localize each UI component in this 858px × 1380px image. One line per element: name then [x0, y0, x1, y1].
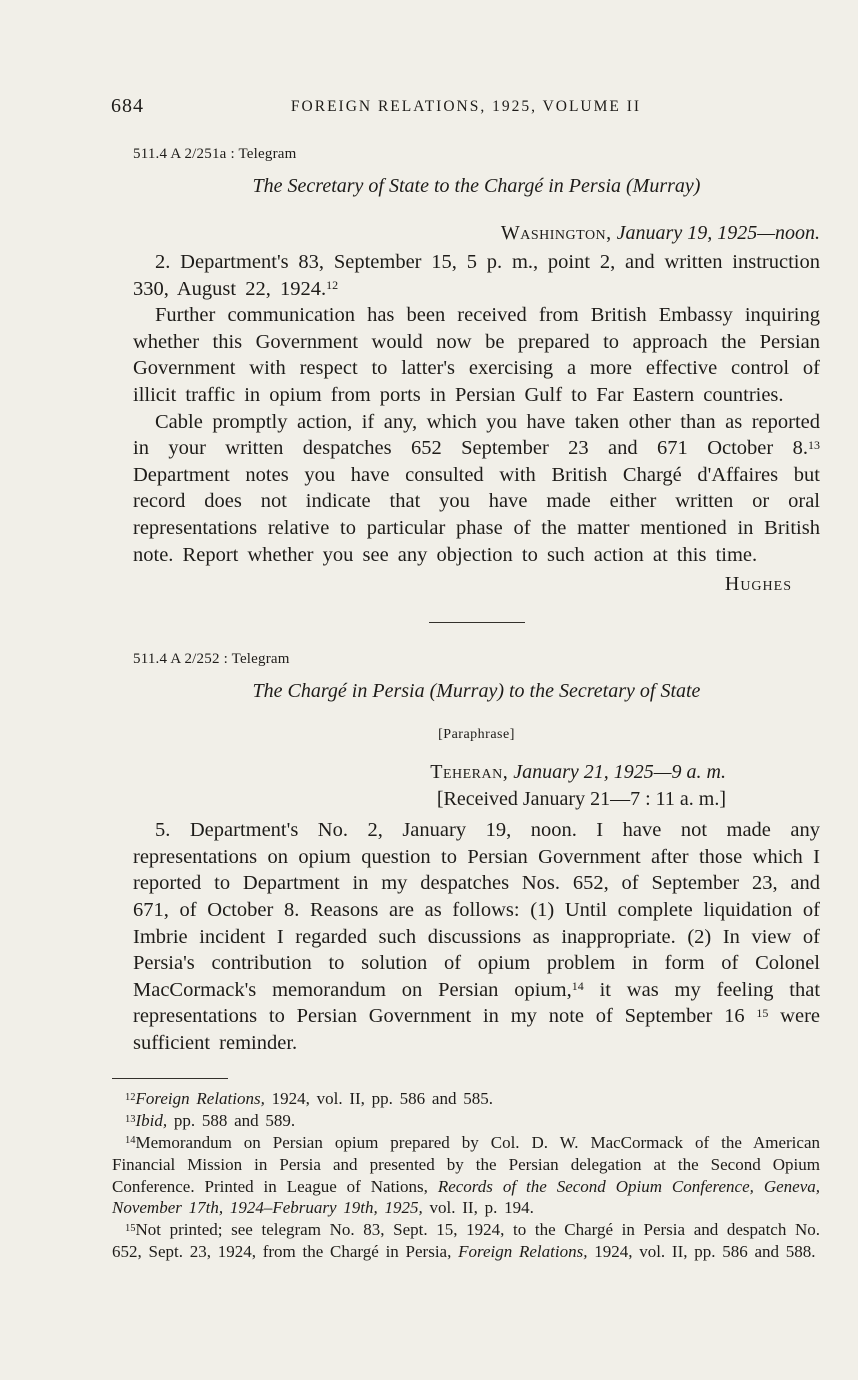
footnote-text: Ibid, — [135, 1111, 168, 1131]
footnote-ref-12: 12 — [326, 278, 339, 293]
paragraph-text: 2. Department's 83, September 15, 5 p. m., point 2, and written instruction 330, August 22, 1924. — [133, 251, 820, 300]
file-reference-1: 511.4 A 2/251a : Telegram — [133, 146, 297, 162]
document-telegram-2 — [133, 651, 820, 1056]
footnote-text: Memorandum on Persian opium prepared by Col. D. W. MacCormack of the American Financial Mission in Persia and presented by the Persian delegation at the Second Opium Conference. Printed in League of Nations, — [112, 1133, 820, 1196]
section-divider — [429, 622, 525, 623]
document-title-2: The Chargé in Persia (Murray) to the Secretary of State — [252, 680, 701, 703]
footnote-marker-15: 15 — [125, 1222, 136, 1234]
paragraph — [133, 249, 820, 302]
dateline-date-2: January 21, 1925—9 a. m. — [513, 761, 726, 784]
page-body — [133, 146, 820, 1056]
footnote-14 — [112, 1132, 820, 1219]
running-header-title: FOREIGN RELATIONS, 1925, VOLUME II — [290, 98, 642, 115]
footnote-rule — [112, 1078, 228, 1079]
file-reference-2: 511.4 A 2/252 : Telegram — [133, 651, 290, 668]
footnote-text: Foreign Relations, — [458, 1242, 588, 1262]
paragraph-text: were sufficient reminder. — [133, 1005, 821, 1054]
footnote-12 — [112, 1088, 820, 1110]
footnote-ref-14: 14 — [571, 979, 584, 994]
page-number: 684 — [111, 95, 144, 117]
dateline-2 — [133, 761, 726, 784]
footnote-text: Not printed; see telegram No. 83, Sept. 15, 1924, to the Chargé in Persia and despatch No. 652, Sept. 23, 1924, from the Chargé in Persia, — [112, 1220, 820, 1262]
footnote-marker-14: 14 — [125, 1135, 136, 1147]
footnote-text: 1924, vol. II, pp. 586 and 585. — [264, 1089, 493, 1109]
footnote-13 — [112, 1110, 820, 1132]
dateline-place-1: Washington, — [500, 222, 612, 244]
footnote-text: Records of the Second Opium Conference, Geneva, November 17th, 1924–February 19th, 1925, — [112, 1176, 820, 1218]
footnote-marker-12: 12 — [125, 1091, 136, 1103]
received-line: [Received January 21—7 : 11 a. m.] — [436, 788, 726, 811]
paragraph-text: Department notes you have consulted with British Chargé d'Affaires but record does not indicate that you have made either written or oral representations relative to particular phase of the matter mentioned in British note. Report whether you see any objection to such action at this time. — [133, 463, 820, 566]
footnotes-block — [112, 1078, 820, 1262]
paragraph-text: Cable promptly action, if any, which you have taken other than as reported in your written despatches 652 September 23 and 671 October 8. — [133, 410, 820, 460]
paragraph-text: it was my feeling that representations to Persian Government in my note of September 16 — [133, 978, 821, 1028]
footnote-text: 1924, vol. II, pp. 586 and 588. — [587, 1242, 816, 1262]
document-telegram-1 — [133, 146, 820, 596]
paragraph — [133, 817, 820, 1056]
footnote-ref-13: 13 — [808, 437, 820, 452]
paragraph — [133, 409, 820, 569]
footnote-text: pp. 588 and 589. — [167, 1111, 296, 1131]
running-header — [111, 95, 820, 117]
footnote-ref-15: 15 — [756, 1005, 769, 1020]
footnote-text: vol. II, p. 194. — [422, 1198, 534, 1218]
document-title-1: The Secretary of State to the Chargé in Persia (Murray) — [252, 175, 701, 197]
dateline-place-2: Teheran, — [430, 761, 509, 784]
signature-hughes: Hughes — [724, 573, 792, 596]
paragraph: Further communication has been received from British Embassy inquiring whether this Government would now be prepared to approach the Persian Government with respect to latter's exercising a more effective control of illicit traffic in opium from ports in Persian Gulf to Far Eastern countries. — [133, 304, 820, 406]
footnote-marker-13: 13 — [125, 1113, 136, 1125]
paragraph-text: 5. Department's No. 2, January 19, noon. I have not made any representations on opium question to Persian Government after those which I reported to Department in my despatches Nos. 652, of September 23, and 671, of October 8. Reasons are as follows: (1) Until complete liquidation of Imbrie incident I regarded such discussions as inappropriate. (2) In view of Persia's contribution to solution of opium problem in form of Colonel MacCormack's memorandum on Persian opium, — [133, 819, 820, 1001]
footnote-15 — [112, 1219, 820, 1263]
dateline-1 — [133, 222, 820, 245]
footnote-text: Foreign Relations, — [135, 1089, 265, 1109]
dateline-date-1: January 19, 1925—noon. — [616, 222, 820, 244]
paraphrase-label: [Paraphrase] — [438, 727, 515, 743]
